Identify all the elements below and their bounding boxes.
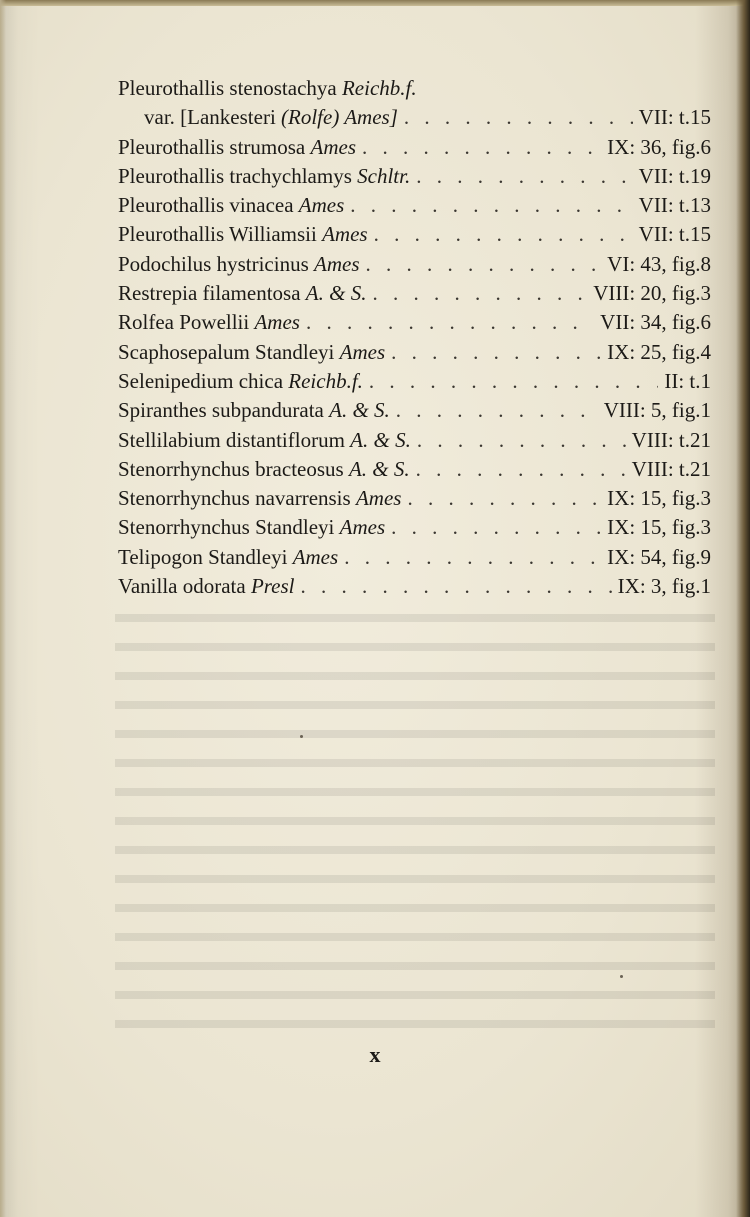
dot-leader <box>407 484 601 513</box>
dot-leader <box>301 572 612 601</box>
taxon: Pleurothallis strumosa <box>118 134 306 159</box>
dot-leader <box>417 426 626 455</box>
dot-leader <box>350 191 632 220</box>
volume-reference: VII: 34, fig.6 <box>600 310 711 335</box>
index-entry <box>118 338 711 367</box>
page-fore-edge <box>736 0 750 1217</box>
dot-leader <box>391 513 601 542</box>
volume-reference: VIII: t.21 <box>631 456 711 481</box>
dot-leader <box>416 455 626 484</box>
dot-leader <box>416 162 632 191</box>
index-list <box>118 74 711 601</box>
taxon: Stenorrhynchus bracteosus <box>118 456 344 481</box>
index-entry <box>118 103 711 132</box>
volume-reference: II: t.1 <box>664 368 711 393</box>
species-name <box>118 308 300 337</box>
volume-reference: VIII: 20, fig.3 <box>593 281 711 306</box>
dot-leader <box>374 220 633 249</box>
species-name <box>118 250 360 279</box>
author: Ames <box>339 339 386 364</box>
taxon: Pleurothallis trachychlamys <box>118 163 352 188</box>
taxon: Selenipedium chica <box>118 368 284 393</box>
author: A. & S. <box>350 427 411 452</box>
index-entry <box>118 74 711 103</box>
volume-reference: IX: 15, fig.3 <box>607 486 711 511</box>
index-entry <box>118 484 711 513</box>
taxon: Spiranthes subpandurata <box>118 398 324 423</box>
author: Ames <box>310 134 356 159</box>
speck <box>300 735 303 738</box>
dot-leader <box>404 103 633 132</box>
author: A. & S. <box>305 281 367 306</box>
author: Ames <box>292 544 339 569</box>
author: Reichb.f. <box>341 76 417 100</box>
species-name <box>118 338 385 367</box>
volume-reference: VIII: 5, fig.1 <box>603 398 711 423</box>
taxon: Stellilabium distantiflorum <box>118 427 345 452</box>
index-entry <box>118 191 711 220</box>
taxon: Scaphosepalum Standleyi <box>118 339 335 364</box>
index-entry <box>118 543 711 572</box>
volume-reference: IX: 3, fig.1 <box>617 574 711 599</box>
dot-leader <box>391 338 601 367</box>
dot-leader <box>306 308 594 337</box>
author: Ames <box>314 251 360 276</box>
taxon: Restrepia filamentosa <box>118 281 301 306</box>
species-name <box>118 191 344 220</box>
taxon: Podochilus hystricinus <box>118 251 309 276</box>
author: Ames <box>254 310 300 335</box>
dot-leader <box>362 133 601 162</box>
species-name <box>118 513 385 542</box>
taxon: Pleurothallis Williamsii <box>118 222 317 247</box>
volume-reference: VII: t.15 <box>638 105 711 130</box>
author: Schltr. <box>357 163 411 188</box>
volume-reference: IX: 15, fig.3 <box>607 515 711 540</box>
species-name <box>118 396 390 425</box>
author: Ames <box>322 222 368 247</box>
volume-reference: VI: 43, fig.8 <box>607 251 711 276</box>
taxon: var. [Lankesteri <box>144 105 276 130</box>
volume-reference: VII: t.13 <box>638 193 711 218</box>
author: Ames <box>339 515 386 540</box>
author: Reichb.f. <box>288 368 363 393</box>
species-name <box>118 74 417 103</box>
species-name <box>118 426 411 455</box>
author: A. & S. <box>348 456 410 481</box>
taxon: Stenorrhynchus navarrensis <box>118 486 351 511</box>
species-name <box>118 133 356 162</box>
author: (Rolfe) Ames] <box>281 105 398 130</box>
species-name <box>118 572 295 601</box>
dot-leader <box>344 543 601 572</box>
index-entry <box>118 279 711 308</box>
species-name <box>118 367 363 396</box>
volume-reference: VII: t.19 <box>638 163 711 188</box>
dot-leader <box>396 396 598 425</box>
species-name <box>118 220 368 249</box>
taxon: Stenorrhynchus Standleyi <box>118 515 335 540</box>
index-entry <box>118 396 711 425</box>
index-entry <box>118 162 711 191</box>
index-entry <box>118 455 711 484</box>
species-name <box>118 455 410 484</box>
species-name <box>118 543 338 572</box>
index-entry <box>118 220 711 249</box>
taxon: Vanilla odorata <box>118 574 246 599</box>
taxon: Pleurothallis stenostachya <box>118 76 337 100</box>
species-name <box>118 484 401 513</box>
index-entry <box>118 133 711 162</box>
index-entry <box>118 367 711 396</box>
dot-leader <box>366 250 602 279</box>
volume-reference: IX: 54, fig.9 <box>607 544 711 569</box>
page-number: x <box>369 1042 381 1067</box>
volume-reference: VII: t.15 <box>638 222 711 247</box>
dot-leader <box>369 367 658 396</box>
index-entry <box>118 426 711 455</box>
page-gutter-shadow <box>0 0 6 1217</box>
index-entry <box>118 308 711 337</box>
species-name <box>118 103 398 132</box>
taxon: Pleurothallis vinacea <box>118 193 294 218</box>
species-name <box>118 279 366 308</box>
volume-reference: IX: 36, fig.6 <box>607 134 711 159</box>
author: Ames <box>355 486 402 511</box>
index-entry <box>118 250 711 279</box>
species-name <box>118 162 410 191</box>
index-entry <box>118 513 711 542</box>
author: Presl <box>250 574 295 599</box>
dot-leader <box>372 279 587 308</box>
index-entry <box>118 572 711 601</box>
speck <box>620 975 623 978</box>
volume-reference: IX: 25, fig.4 <box>607 339 711 364</box>
taxon: Rolfea Powellii <box>118 310 250 335</box>
volume-reference: VIII: t.21 <box>631 427 711 452</box>
taxon: Telipogon Standleyi <box>118 544 288 569</box>
show-through-text <box>115 600 715 1040</box>
author: Ames <box>298 193 345 218</box>
author: A. & S. <box>329 398 390 423</box>
page-top-edge <box>0 0 750 6</box>
